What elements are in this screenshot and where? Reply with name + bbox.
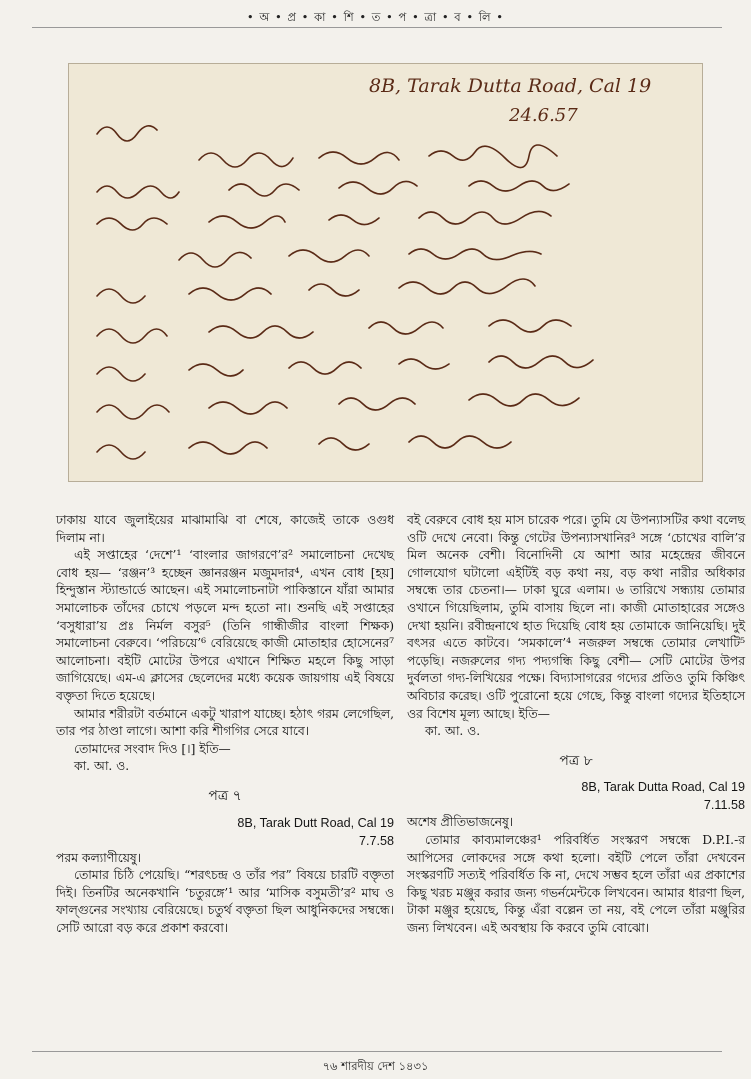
letter-date: 24.6.57 [509, 105, 578, 126]
letter-8-date: 7.11.58 [703, 798, 745, 813]
paragraph: তোমার কাব্যমালঞ্চের¹ পরিবর্ধিত সংস্করণ সম্বন্ধে D.P.I.-র আপিসের লোকদের সঙ্গে কথা হলো। বইটি পেলে তাঁরা দেখবেন সংস্করণটি সত্যই পরিবর্ধিত কি না, দেখে সম্ভব হলে তাঁরা এর প্রকাশের কিছু খরচ মঞ্জুর করার জন্য গভর্নমেন্টকে লিখবেন। আমার ধারণা ছিল, টাকা মঞ্জুর হয়েছে, কিন্তু এঁরা বল্লেন তা নয়, বই পেলে তাঁরা মঞ্জুরির জন্য লিখবেন। এই অবস্থায় কি করবে তুমি বোঝো। [407, 832, 745, 935]
paragraph: ঢাকায় যাবে জুলাইয়ের মাঝামাঝি বা শেষে, কাজেই তাকে ওগুধ দিলাম না। [56, 513, 394, 545]
signature-initials: কা. আ. ও. [74, 759, 130, 774]
letter-7-date: 7.7.58 [358, 833, 394, 848]
letter-7-heading: পত্র ৭ [208, 787, 242, 804]
handwriting-svg [69, 64, 702, 481]
paragraph: আমার শরীরটা বর্তমানে একটু খারাপ যাচ্ছে। হঠাৎ গরম লেগেছিল, তার পর ঠাণ্ডা লাগে। আশা করি শীগগির সেরে যাবে। [56, 706, 394, 739]
paragraph: তোমাদের সংবাদ দিও [।] ইতি— [74, 741, 231, 756]
paragraph: এই সপ্তাহের ‘দেশে’¹ ‘বাংলার জাগরণে’র² সমালোচনা দেখেছ বোধ হয়— ‘রঞ্জন’³ হচ্ছেন জ্ঞানরঞ্জন মজুমদার⁴, এখন বোধ [হয়] হিন্দুস্তান স্ট্যান্ডার্ডে আছেন। এই সমালোচনাটা পাকিস্তানে যাঁরা আমার সমালোচক তাঁদের চোখে পড়লে মন্দ হতো না। শুনছি এই সপ্তাহের ‘বসুধারা’য় প্রঃ নির্মল বসুর⁵ (তিনি গান্ধীজীর বাংলা শিক্ষক) সমালোচনা বেরুবে। ‘পরিচয়ে’⁶ বেরিয়েছে কাজী মোতাহার হোসেনের⁷ আলোচনা। বইটি মোটের উপরে এখানে শিক্ষিত মহলে কিছু সাড়া জাগিয়েছে। এম-এ ক্লাসের ছেলেদের মধ্যে কয়েক জায়গায় এই বিষয়ে বক্তৃতা দিতে হয়েছে। [56, 548, 394, 703]
letter-8-address: 8B, Tarak Dutta Road, Cal 19 [581, 780, 745, 795]
footer-rule [32, 1051, 722, 1052]
page-footer: ৭৬ শারদীয় দেশ ১৪৩১ [322, 1059, 429, 1073]
letter-address: 8B, Tarak Dutta Road, Cal 19 [369, 75, 652, 97]
signature-initials: কা. আ. ও. [425, 724, 481, 739]
header-rule [32, 27, 722, 28]
letter-8-heading: পত্র ৮ [559, 752, 593, 769]
letter-7-salutation: পরম কল্যাণীয়েষু। [56, 850, 142, 865]
running-header: • অ • প্র • কা • শি • ত • প • ত্রা • ব • লি • [246, 10, 505, 24]
letter-8-salutation: অশেষ প্রীতিভাজনেষু। [407, 815, 514, 830]
letter-7-address: 8B, Tarak Dutt Road, Cal 19 [237, 815, 394, 830]
paragraph: তোমার চিঠি পেয়েছি। “শরৎচন্দ্র ও তাঁর পর” বিষয়ে চারটি বক্তৃতা দিই। তিনটির অনেকখানি ‘চতুরঙ্গে’¹ আর ‘মাসিক বসুমতী’র² মাঘ ও ফাল্গুনের সংখ্যায় বেরিয়েছে। চতুর্থ বক্তৃতা ছিল আধুনিকদের সম্বন্ধে। সেটি আরো বড় করে প্রকাশ করবো। [56, 868, 394, 935]
paragraph: বই বেরুবে বোধ হয় মাস চারেক পরে। তুমি যে উপন্যাসটির কথা বলেছ ওটি দেখে নেবো। কিন্তু গেটের উপন্যাসখানির³ সঙ্গে ‘চোখের বালি’র মিল অনেক বেশী। বিনোদিনী যে আশা আর মহেন্দ্রের জীবনে গোলযোগ ঘটালো এইটিই বড় কথা নয়, বড় কথা নারীর অধিকার সম্বন্ধে তার চেতনা।— ঢাকা ঘুরে এলাম। ৬ তারিখে সন্ধ্যায় তোমার ওখানে গিয়েছিলাম, তুমি বাসায় ছিলে না। কাজী মোতাহারের সঙ্গেও দেখা হয়নি। রবীন্দ্রনাথে হাত দিয়েছি বোধ হয় তোমাকে জানিয়েছি। দুই বৎসর এতে কাটবে। ‘সমকালে’⁴ নজরুল সম্বন্ধে তোমার লেখাটি⁵ পড়েছি। নজরুলের গদ্য পদ্যগন্ধি কিছু বেশী— সেটি মোটের উপর দুর্বলতা গদ্য-লিখিয়ের পক্ষে। বিদ্যাসাগরের গদ্যের প্রতিও তুমি কিঞ্চিৎ অবিচার করেছ। ওটি পুরোনো হয়ে গেছে, কিন্তু বাংলা গদ্যের ইতিহাসে ওর বিশেষ মূল্য আছে। ইতি— [407, 513, 745, 721]
left-column [56, 512, 394, 937]
right-column [407, 512, 745, 937]
handwritten-letter-image [68, 63, 703, 482]
